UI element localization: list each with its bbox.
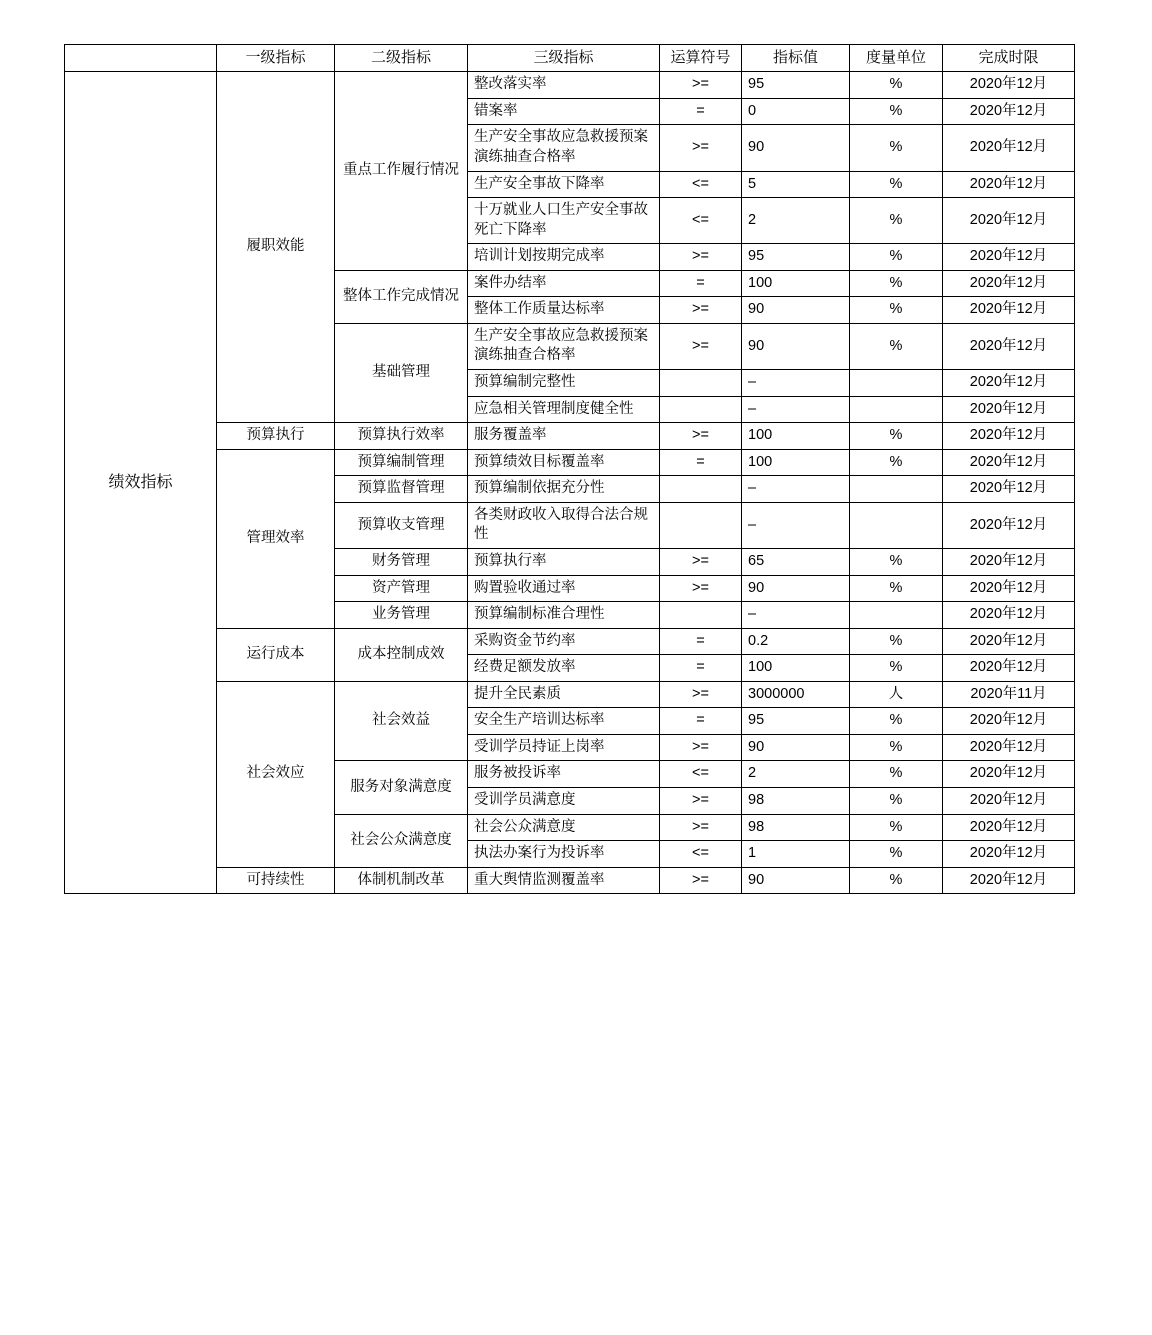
- unit-cell: %: [850, 814, 943, 841]
- operator-cell: [660, 396, 742, 423]
- value-cell: 95: [742, 244, 850, 271]
- operator-cell: <=: [660, 198, 742, 244]
- deadline-cell: 2020年12月: [943, 72, 1075, 99]
- unit-cell: %: [850, 171, 943, 198]
- level2-cell: 社会公众满意度: [335, 814, 468, 867]
- unit-cell: %: [850, 270, 943, 297]
- table-header-row: [65, 45, 1075, 72]
- unit-cell: %: [850, 867, 943, 894]
- column-header-5: 指标值: [742, 45, 850, 72]
- operator-cell: >=: [660, 244, 742, 271]
- operator-cell: [660, 502, 742, 548]
- deadline-cell: 2020年12月: [943, 734, 1075, 761]
- level3-cell: 服务覆盖率: [468, 423, 660, 450]
- level2-cell: 预算监督管理: [335, 476, 468, 503]
- level3-cell: 执法办案行为投诉率: [468, 841, 660, 868]
- value-cell: 98: [742, 814, 850, 841]
- level3-cell: 整体工作质量达标率: [468, 297, 660, 324]
- unit-cell: [850, 370, 943, 397]
- level3-cell: 社会公众满意度: [468, 814, 660, 841]
- table-row: [65, 681, 1075, 708]
- deadline-cell: 2020年12月: [943, 476, 1075, 503]
- deadline-cell: 2020年12月: [943, 788, 1075, 815]
- level3-cell: 预算编制完整性: [468, 370, 660, 397]
- deadline-cell: 2020年12月: [943, 761, 1075, 788]
- unit-cell: %: [850, 788, 943, 815]
- value-cell: 3000000: [742, 681, 850, 708]
- value-cell: –: [742, 396, 850, 423]
- level2-cell: 预算执行效率: [335, 423, 468, 450]
- unit-cell: %: [850, 125, 943, 171]
- level3-cell: 重大舆情监测覆盖率: [468, 867, 660, 894]
- level2-cell: 基础管理: [335, 323, 468, 422]
- value-cell: 90: [742, 867, 850, 894]
- deadline-cell: 2020年12月: [943, 628, 1075, 655]
- value-cell: 90: [742, 297, 850, 324]
- level2-cell: 业务管理: [335, 602, 468, 629]
- value-cell: 90: [742, 125, 850, 171]
- operator-cell: >=: [660, 867, 742, 894]
- level3-cell: 各类财政收入取得合法合规性: [468, 502, 660, 548]
- operator-cell: =: [660, 708, 742, 735]
- value-cell: 5: [742, 171, 850, 198]
- deadline-cell: 2020年12月: [943, 98, 1075, 125]
- level1-cell: 运行成本: [217, 628, 335, 681]
- operator-cell: >=: [660, 814, 742, 841]
- value-cell: 100: [742, 449, 850, 476]
- table-row: [65, 449, 1075, 476]
- value-cell: 0: [742, 98, 850, 125]
- deadline-cell: 2020年12月: [943, 502, 1075, 548]
- column-header-1: 一级指标: [217, 45, 335, 72]
- table-row: [65, 423, 1075, 450]
- unit-cell: %: [850, 323, 943, 369]
- level3-cell: 生产安全事故下降率: [468, 171, 660, 198]
- column-header-4: 运算符号: [660, 45, 742, 72]
- unit-cell: %: [850, 198, 943, 244]
- deadline-cell: 2020年12月: [943, 602, 1075, 629]
- unit-cell: 人: [850, 681, 943, 708]
- value-cell: 95: [742, 72, 850, 99]
- level3-cell: 提升全民素质: [468, 681, 660, 708]
- operator-cell: >=: [660, 125, 742, 171]
- unit-cell: [850, 502, 943, 548]
- level3-cell: 预算编制依据充分性: [468, 476, 660, 503]
- operator-cell: =: [660, 270, 742, 297]
- value-cell: 100: [742, 423, 850, 450]
- value-cell: –: [742, 502, 850, 548]
- level3-cell: 受训学员持证上岗率: [468, 734, 660, 761]
- level2-cell: 预算编制管理: [335, 449, 468, 476]
- operator-cell: <=: [660, 841, 742, 868]
- operator-cell: >=: [660, 681, 742, 708]
- operator-cell: >=: [660, 323, 742, 369]
- level3-cell: 服务被投诉率: [468, 761, 660, 788]
- level3-cell: 预算编制标准合理性: [468, 602, 660, 629]
- level2-cell: 成本控制成效: [335, 628, 468, 681]
- level3-cell: 应急相关管理制度健全性: [468, 396, 660, 423]
- level3-cell: 整改落实率: [468, 72, 660, 99]
- value-cell: –: [742, 602, 850, 629]
- level3-cell: 经费足额发放率: [468, 655, 660, 682]
- deadline-cell: 2020年12月: [943, 171, 1075, 198]
- unit-cell: %: [850, 575, 943, 602]
- column-header-6: 度量单位: [850, 45, 943, 72]
- operator-cell: =: [660, 449, 742, 476]
- level1-cell: 管理效率: [217, 449, 335, 628]
- value-cell: 90: [742, 575, 850, 602]
- deadline-cell: 2020年12月: [943, 449, 1075, 476]
- level3-cell: 案件办结率: [468, 270, 660, 297]
- deadline-cell: 2020年12月: [943, 655, 1075, 682]
- level3-cell: 采购资金节约率: [468, 628, 660, 655]
- deadline-cell: 2020年12月: [943, 841, 1075, 868]
- deadline-cell: 2020年12月: [943, 297, 1075, 324]
- level2-cell: 整体工作完成情况: [335, 270, 468, 323]
- operator-cell: =: [660, 98, 742, 125]
- level3-cell: 受训学员满意度: [468, 788, 660, 815]
- value-cell: 65: [742, 548, 850, 575]
- deadline-cell: 2020年12月: [943, 396, 1075, 423]
- table-corner-cell: [65, 45, 217, 72]
- level2-cell: 体制机制改革: [335, 867, 468, 894]
- level2-cell: 社会效益: [335, 681, 468, 761]
- deadline-cell: 2020年11月: [943, 681, 1075, 708]
- level1-cell: 可持续性: [217, 867, 335, 894]
- column-header-3: 三级指标: [468, 45, 660, 72]
- column-header-7: 完成时限: [943, 45, 1075, 72]
- value-cell: 95: [742, 708, 850, 735]
- operator-cell: >=: [660, 734, 742, 761]
- unit-cell: [850, 396, 943, 423]
- operator-cell: [660, 476, 742, 503]
- performance-indicator-table: [64, 44, 1075, 894]
- unit-cell: %: [850, 244, 943, 271]
- deadline-cell: 2020年12月: [943, 125, 1075, 171]
- value-cell: 0.2: [742, 628, 850, 655]
- value-cell: 2: [742, 198, 850, 244]
- value-cell: –: [742, 370, 850, 397]
- row-header-performance-indicator: 绩效指标: [65, 72, 217, 894]
- column-header-2: 二级指标: [335, 45, 468, 72]
- operator-cell: <=: [660, 761, 742, 788]
- deadline-cell: 2020年12月: [943, 270, 1075, 297]
- value-cell: –: [742, 476, 850, 503]
- level2-cell: 服务对象满意度: [335, 761, 468, 814]
- operator-cell: =: [660, 628, 742, 655]
- operator-cell: [660, 370, 742, 397]
- level1-cell: 履职效能: [217, 72, 335, 423]
- level2-cell: 重点工作履行情况: [335, 72, 468, 271]
- operator-cell: >=: [660, 575, 742, 602]
- unit-cell: [850, 602, 943, 629]
- unit-cell: %: [850, 449, 943, 476]
- value-cell: 100: [742, 270, 850, 297]
- level3-cell: 预算绩效目标覆盖率: [468, 449, 660, 476]
- deadline-cell: 2020年12月: [943, 708, 1075, 735]
- value-cell: 2: [742, 761, 850, 788]
- unit-cell: %: [850, 548, 943, 575]
- table-row: [65, 867, 1075, 894]
- table-row: [65, 72, 1075, 99]
- deadline-cell: 2020年12月: [943, 814, 1075, 841]
- operator-cell: >=: [660, 423, 742, 450]
- unit-cell: %: [850, 761, 943, 788]
- table-header: [65, 45, 1075, 72]
- operator-cell: >=: [660, 297, 742, 324]
- operator-cell: =: [660, 655, 742, 682]
- unit-cell: %: [850, 98, 943, 125]
- level3-cell: 生产安全事故应急救援预案演练抽查合格率: [468, 125, 660, 171]
- value-cell: 90: [742, 734, 850, 761]
- level3-cell: 安全生产培训达标率: [468, 708, 660, 735]
- unit-cell: %: [850, 628, 943, 655]
- table-body: [65, 72, 1075, 894]
- operator-cell: <=: [660, 171, 742, 198]
- deadline-cell: 2020年12月: [943, 548, 1075, 575]
- deadline-cell: 2020年12月: [943, 423, 1075, 450]
- level2-cell: 财务管理: [335, 548, 468, 575]
- level3-cell: 生产安全事故应急救援预案演练抽查合格率: [468, 323, 660, 369]
- level3-cell: 十万就业人口生产安全事故死亡下降率: [468, 198, 660, 244]
- level2-cell: 预算收支管理: [335, 502, 468, 548]
- operator-cell: >=: [660, 548, 742, 575]
- level2-cell: 资产管理: [335, 575, 468, 602]
- unit-cell: [850, 476, 943, 503]
- unit-cell: %: [850, 655, 943, 682]
- level1-cell: 社会效应: [217, 681, 335, 867]
- deadline-cell: 2020年12月: [943, 323, 1075, 369]
- unit-cell: %: [850, 423, 943, 450]
- level3-cell: 培训计划按期完成率: [468, 244, 660, 271]
- unit-cell: %: [850, 841, 943, 868]
- deadline-cell: 2020年12月: [943, 198, 1075, 244]
- deadline-cell: 2020年12月: [943, 867, 1075, 894]
- operator-cell: [660, 602, 742, 629]
- level3-cell: 错案率: [468, 98, 660, 125]
- level3-cell: 购置验收通过率: [468, 575, 660, 602]
- deadline-cell: 2020年12月: [943, 244, 1075, 271]
- value-cell: 98: [742, 788, 850, 815]
- operator-cell: >=: [660, 788, 742, 815]
- deadline-cell: 2020年12月: [943, 370, 1075, 397]
- unit-cell: %: [850, 708, 943, 735]
- operator-cell: >=: [660, 72, 742, 99]
- table-row: [65, 628, 1075, 655]
- unit-cell: %: [850, 297, 943, 324]
- unit-cell: %: [850, 734, 943, 761]
- unit-cell: %: [850, 72, 943, 99]
- level1-cell: 预算执行: [217, 423, 335, 450]
- deadline-cell: 2020年12月: [943, 575, 1075, 602]
- value-cell: 100: [742, 655, 850, 682]
- value-cell: 1: [742, 841, 850, 868]
- value-cell: 90: [742, 323, 850, 369]
- level3-cell: 预算执行率: [468, 548, 660, 575]
